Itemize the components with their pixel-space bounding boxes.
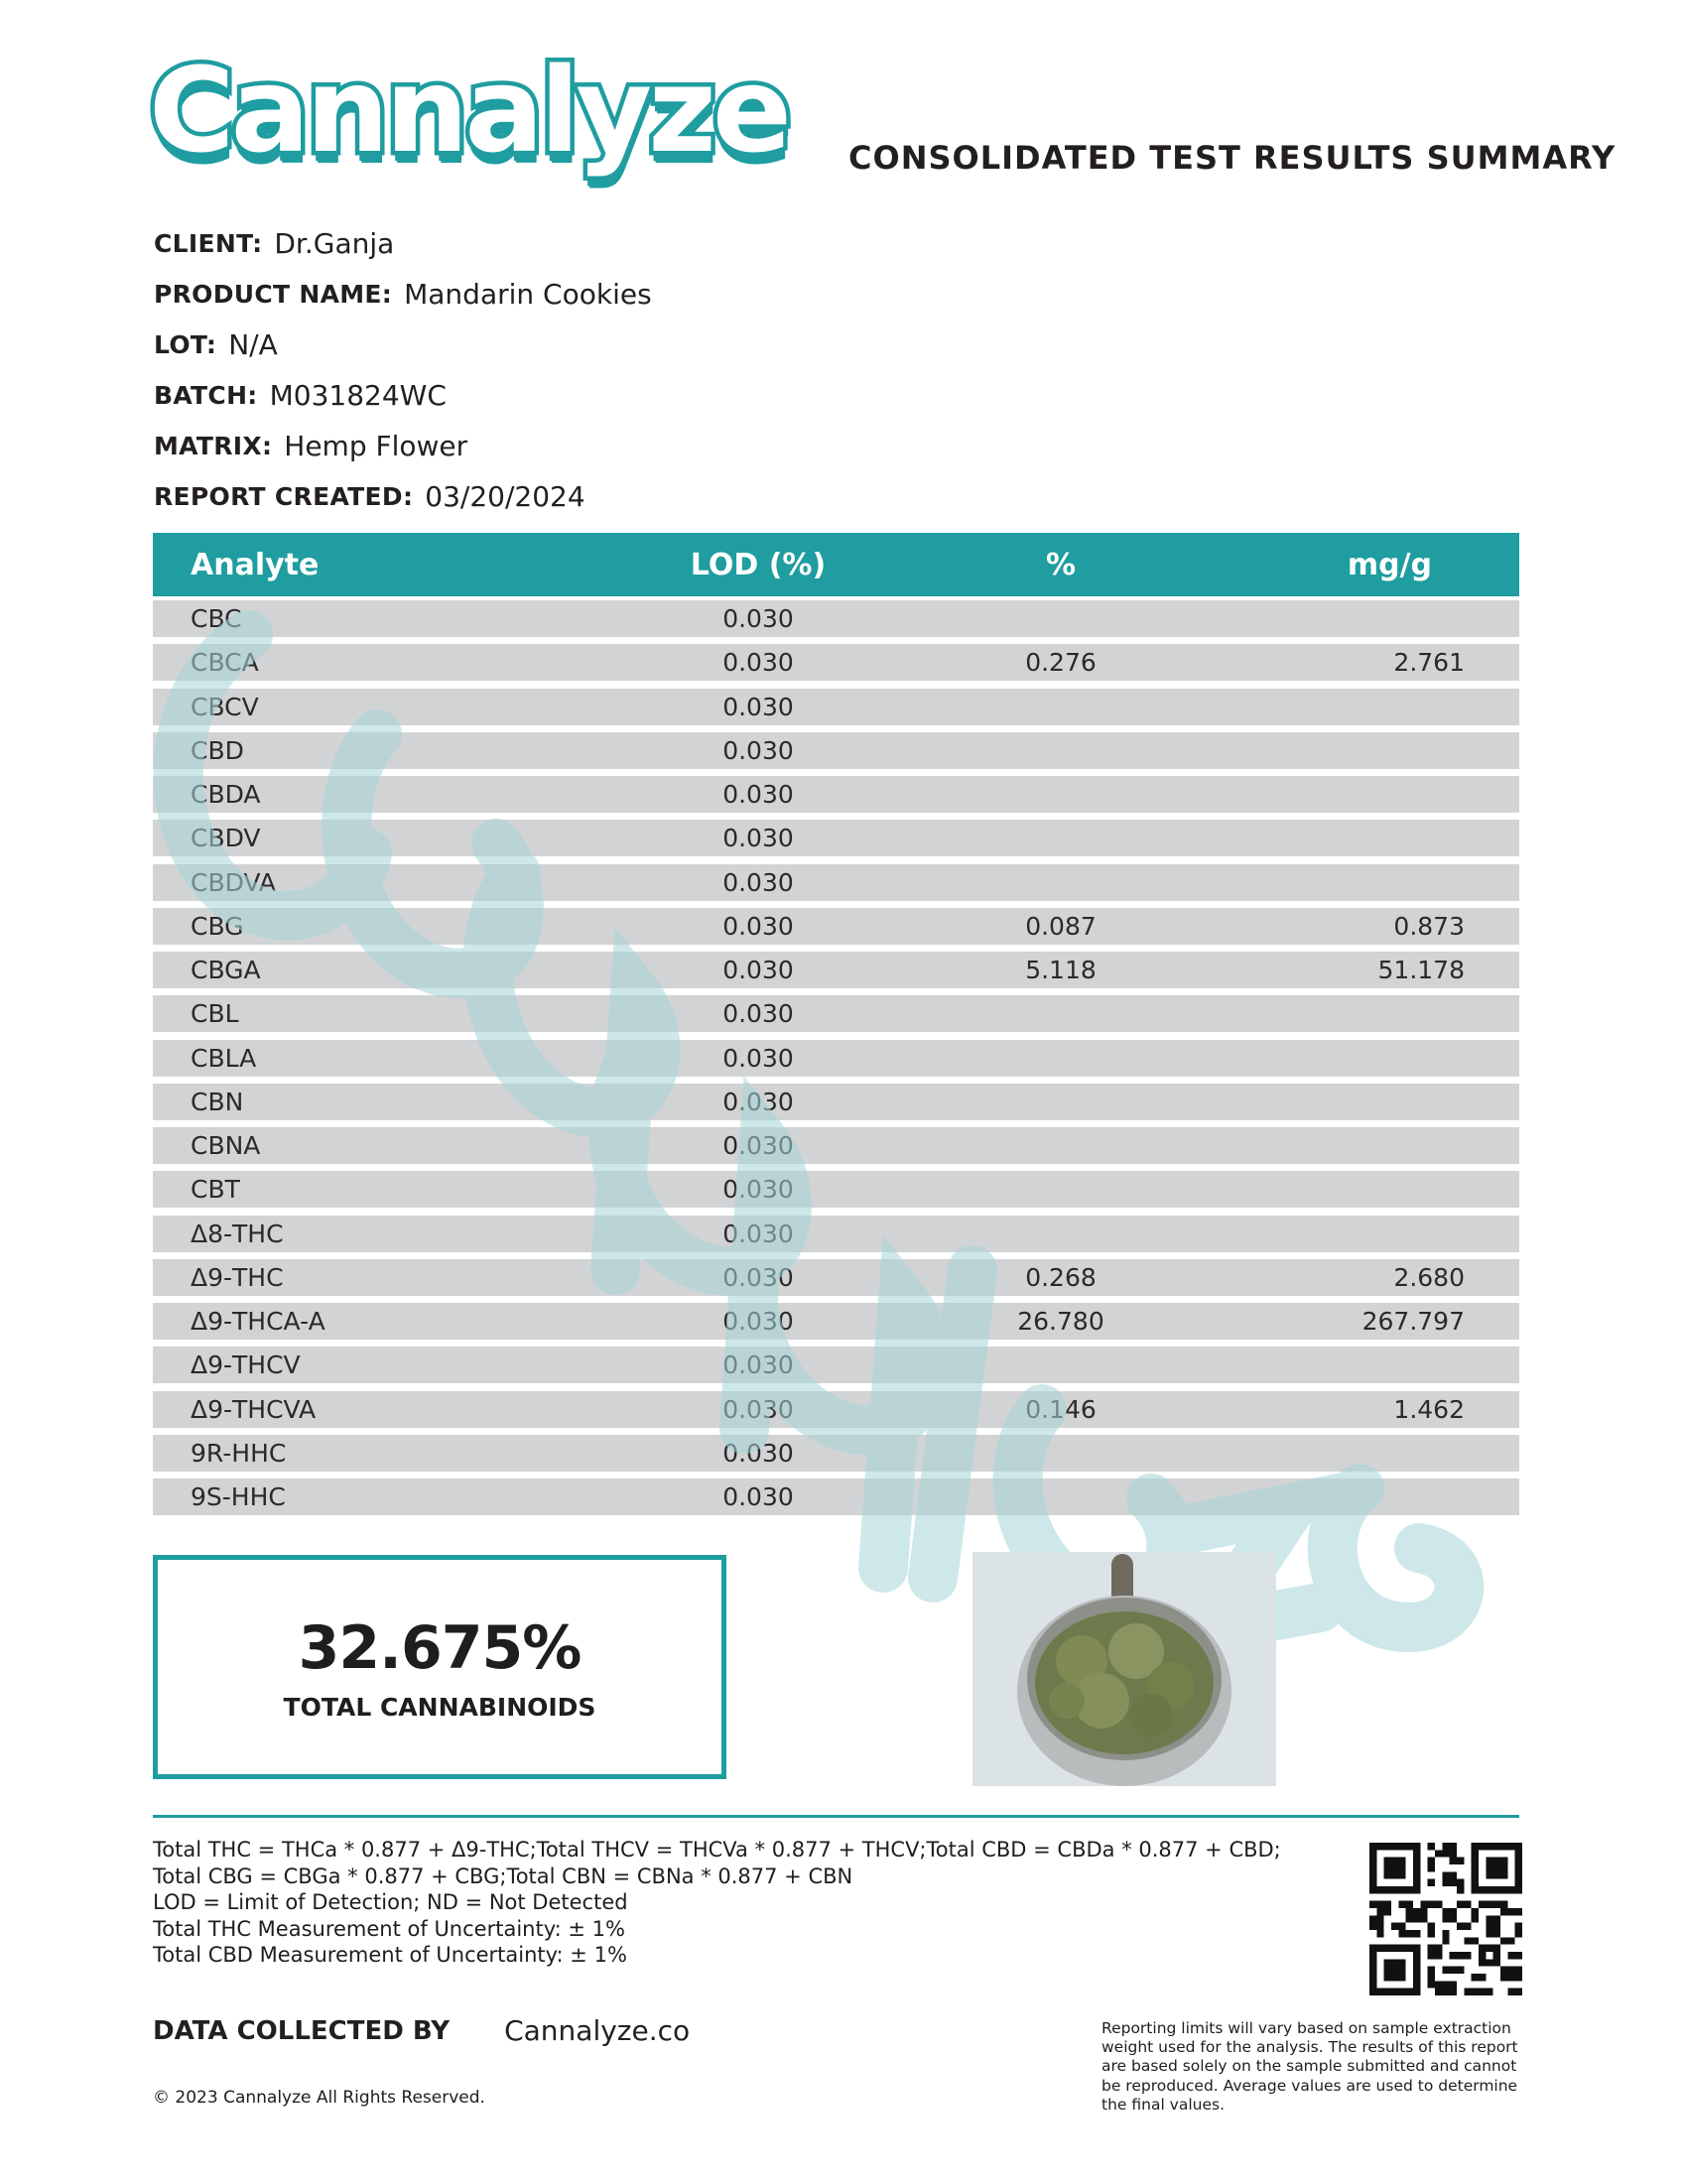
total-cannabinoids-box	[153, 1555, 726, 1779]
table-row	[153, 1259, 1519, 1296]
analyte-cell: Δ9-THCVA	[191, 1394, 317, 1424]
analyte-cell: Δ9-THCV	[191, 1350, 301, 1380]
table-header	[153, 533, 1519, 596]
meta-value: N/A	[228, 328, 278, 361]
lod-cell: 0.030	[722, 1175, 794, 1205]
lod-cell: 0.030	[722, 956, 794, 984]
analyte-cell: CBN	[191, 1087, 244, 1116]
lod-cell: 0.030	[722, 692, 794, 721]
table-row	[153, 1478, 1519, 1515]
formula-line: LOD = Limit of Detection; ND = Not Detected	[153, 1890, 628, 1914]
percent-cell: 0.087	[1025, 911, 1097, 941]
table-row	[153, 1303, 1519, 1340]
meta-value: 03/20/2024	[425, 480, 585, 513]
data-collected-label: DATA COLLECTED BY	[153, 2015, 451, 2046]
meta-label: MATRIX:	[154, 432, 273, 460]
percent-cell: 26.780	[1017, 1307, 1104, 1336]
analyte-cell: CBGA	[191, 956, 261, 984]
lod-cell: 0.030	[722, 911, 794, 941]
meta-lot	[154, 320, 652, 370]
formula-line: Total THC Measurement of Uncertainty: ± 1%	[153, 1916, 625, 1941]
lod-cell: 0.030	[722, 1438, 794, 1468]
table-row	[153, 820, 1519, 856]
report-title: CONSOLIDATED TEST RESULTS SUMMARY	[848, 139, 1617, 177]
analyte-cell: Δ8-THC	[191, 1219, 284, 1248]
table-row	[153, 952, 1519, 988]
product-photo-icon	[972, 1552, 1276, 1786]
table-row	[153, 995, 1519, 1032]
meta-value: Dr.Ganja	[274, 227, 395, 260]
analyte-cell: CBLA	[191, 1043, 257, 1073]
lod-cell: 0.030	[722, 867, 794, 897]
formula-line: Total CBG = CBGa * 0.877 + CBG;Total CBN = CBNa * 0.877 + CBN	[153, 1863, 853, 1888]
analyte-cell: CBNA	[191, 1131, 261, 1160]
lod-cell: 0.030	[722, 780, 794, 809]
meta-label: PRODUCT NAME:	[154, 280, 393, 309]
disclaimer-text: Reporting limits will vary based on sample extraction weight used for the analysis. The results of this report are based solely on the sample submitted and cannot be reproduced. Average values are used to determine the final values.	[1101, 2019, 1518, 2114]
analyte-cell: CBL	[191, 999, 239, 1029]
analyte-cell: CBC	[191, 604, 242, 633]
lod-cell: 0.030	[722, 735, 794, 765]
meta-report-created	[154, 471, 652, 522]
lod-cell: 0.030	[722, 604, 794, 633]
meta-label: LOT:	[154, 330, 217, 359]
meta-value: Mandarin Cookies	[404, 278, 652, 311]
table-row	[153, 776, 1519, 813]
analyte-cell: CBDV	[191, 824, 261, 853]
meta-label: CLIENT:	[154, 229, 263, 258]
header-percent: %	[1045, 547, 1077, 582]
lod-cell: 0.030	[722, 1043, 794, 1073]
total-cannabinoids-label: TOTAL CANNABINOIDS	[283, 1692, 596, 1722]
table-row	[153, 732, 1519, 769]
product-photo	[972, 1552, 1276, 1786]
analyte-cell: CBCV	[191, 692, 259, 721]
percent-cell: 0.146	[1025, 1394, 1097, 1424]
analyte-cell: CBDA	[191, 780, 261, 809]
table-row	[153, 1127, 1519, 1164]
header-mgg: mg/g	[1347, 547, 1432, 582]
table-row	[153, 1391, 1519, 1428]
analyte-cell: CBT	[191, 1175, 240, 1205]
lod-cell: 0.030	[722, 1131, 794, 1160]
data-collected-by	[153, 2014, 690, 2047]
lod-cell: 0.030	[722, 1394, 794, 1424]
lod-cell: 0.030	[722, 824, 794, 853]
meta-value: M031824WC	[269, 379, 447, 412]
table-row	[153, 1216, 1519, 1252]
results-table	[153, 533, 1519, 1515]
table-row	[153, 644, 1519, 681]
percent-cell: 0.268	[1025, 1262, 1097, 1292]
lod-cell: 0.030	[722, 1350, 794, 1380]
table-row	[153, 1084, 1519, 1120]
lod-cell: 0.030	[722, 1307, 794, 1336]
analyte-cell: CBD	[191, 735, 244, 765]
analyte-cell: CBDVA	[191, 867, 277, 897]
meta-label: BATCH:	[154, 381, 258, 410]
meta-value: Hemp Flower	[284, 430, 468, 462]
mgg-cell: 1.462	[1393, 1394, 1465, 1424]
analyte-cell: CBG	[191, 911, 244, 941]
lod-cell: 0.030	[722, 1482, 794, 1511]
footer-divider	[153, 1815, 1519, 1818]
percent-cell: 5.118	[1025, 956, 1097, 984]
formula-line: Total CBD Measurement of Uncertainty: ± 1%	[153, 1943, 627, 1967]
meta-batch	[154, 370, 652, 421]
lod-cell: 0.030	[722, 1262, 794, 1292]
mgg-cell: 2.680	[1393, 1262, 1465, 1292]
meta-product-name	[154, 269, 652, 320]
table-row	[153, 1435, 1519, 1472]
analyte-cell: Δ9-THCA-A	[191, 1307, 325, 1336]
meta-matrix	[154, 421, 652, 471]
lod-cell: 0.030	[722, 648, 794, 678]
formula-notes	[153, 1837, 1281, 1969]
mgg-cell: 0.873	[1393, 911, 1465, 941]
mgg-cell: 2.761	[1393, 648, 1465, 678]
table-body	[153, 600, 1519, 1515]
analyte-cell: Δ9-THC	[191, 1262, 284, 1292]
table-row	[153, 1171, 1519, 1208]
lod-cell: 0.030	[722, 1087, 794, 1116]
report-meta	[154, 218, 652, 522]
table-row	[153, 689, 1519, 725]
analyte-cell: 9S-HHC	[191, 1482, 286, 1511]
header-lod: LOD (%)	[690, 547, 827, 582]
data-collected-link[interactable]: Cannalyze.co	[504, 2014, 691, 2047]
formula-line: Total THC = THCa * 0.877 + Δ9-THC;Total THCV = THCVa * 0.877 + THCV;Total CBD = CBDa * 0.877 + CBD;	[153, 1838, 1281, 1862]
mgg-cell: 51.178	[1377, 956, 1465, 984]
table-row	[153, 1347, 1519, 1383]
cannalyze-logo: Cannalyze	[149, 42, 788, 179]
meta-client	[154, 218, 652, 269]
table-row	[153, 864, 1519, 901]
total-cannabinoids-value: 32.675%	[298, 1612, 582, 1683]
qr-code-icon[interactable]	[1369, 1843, 1522, 1995]
analyte-cell: 9R-HHC	[191, 1438, 287, 1468]
table-row	[153, 908, 1519, 945]
table-row	[153, 1040, 1519, 1077]
percent-cell: 0.276	[1025, 648, 1097, 678]
lod-cell: 0.030	[722, 999, 794, 1029]
mgg-cell: 267.797	[1361, 1307, 1465, 1336]
header-analyte: Analyte	[191, 547, 320, 582]
analyte-cell: CBCA	[191, 648, 259, 678]
lod-cell: 0.030	[722, 1219, 794, 1248]
table-row	[153, 600, 1519, 637]
copyright: © 2023 Cannalyze All Rights Reserved.	[153, 2088, 485, 2108]
meta-label: REPORT CREATED:	[154, 482, 414, 511]
